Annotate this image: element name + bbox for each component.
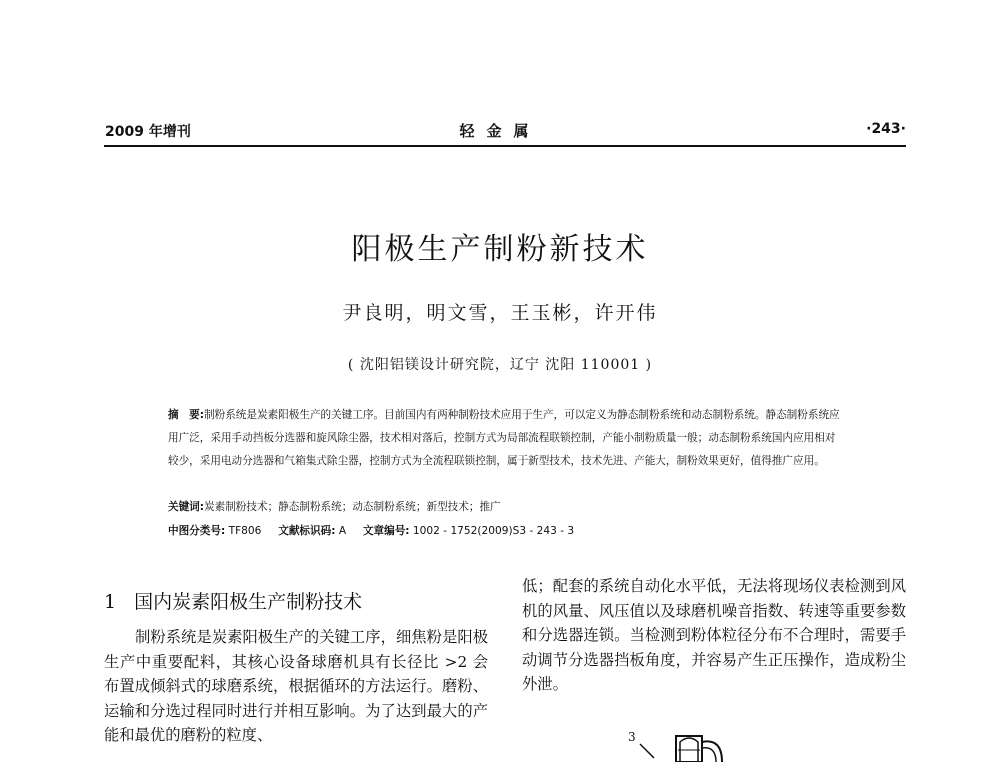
abstract [168, 404, 840, 473]
keywords-text: 炭素制粉技术；静态制粉系统；动态制粉系统；新型技术；推广 [204, 501, 501, 513]
section-heading [104, 587, 362, 614]
keywords [168, 499, 840, 514]
section-title: 国内炭素阳极生产制粉技术 [134, 591, 363, 613]
article-number-value: 1002 - 1752(2009)S3 - 243 - 3 [412, 525, 575, 537]
author-list: 尹良明，明文雪，王玉彬，许开伟 [342, 302, 658, 324]
doc-code-label: 文献标识码: [278, 525, 336, 537]
section-number: 1 [104, 591, 117, 613]
classification-line [168, 523, 840, 538]
equipment-diagram [618, 722, 728, 762]
clc-value: TF806 [228, 525, 262, 537]
figure-fragment [618, 722, 728, 762]
affiliation: ( 沈阳铝镁设计研究院，辽宁 沈阳 110001 ) [347, 357, 653, 373]
paper-title: 阳极生产制粉新技术 [351, 232, 649, 267]
page-number: ·243· [866, 121, 906, 137]
abstract-label: 摘 要: [168, 409, 205, 421]
header-rule [104, 145, 906, 147]
keywords-label: 关键词: [168, 501, 205, 513]
doc-code-value: A [338, 525, 347, 537]
issue-label: 2009 年增刊 [105, 124, 191, 140]
figure-label: 3 [628, 730, 636, 744]
right-column-text: 低；配套的系统自动化水平低，无法将现场仪表检测到风机的风量、风压值以及球磨机噪音指数、转速等重要参数和分选器连锁。当检测到粉体粒径分布不合理时，需要手动调节分选器挡板角度，并容易产生正压操作，造成粉尘外泄。 [522, 577, 906, 693]
abstract-text: 制粉系统是炭素阳极生产的关键工序。目前国内有两种制粉技术应用于生产，可以定义为静态制粉系统和动态制粉系统。静态制粉系统应用广泛，采用手动挡板分选器和旋风除尘器，技术相对落后，控制方式为局部流程联锁控制，产能小制粉质量一般；动态制粉系统国内应用相对较少，采用电动分选器和气箱集式除尘器，控制方式为全流程联锁控制，属于新型技术，技术先进、产能大，制粉效果更好，值得推广应用。 [168, 409, 840, 467]
journal-name: 轻金属 [459, 122, 541, 140]
left-column-text: 制粉系统是炭素阳极生产的关键工序，细焦粉是阳极生产中重要配料，其核心设备球磨机具有长径比 >2 会布置成倾斜式的球磨系统，根据循环的方法运行。磨粉、运输和分选过程同时进行并相互影响。为了达到最大的产能和最优的磨粉的粒度、 [104, 628, 488, 744]
clc-label: 中图分类号: [168, 525, 226, 537]
article-number-label: 文章编号: [362, 525, 410, 537]
